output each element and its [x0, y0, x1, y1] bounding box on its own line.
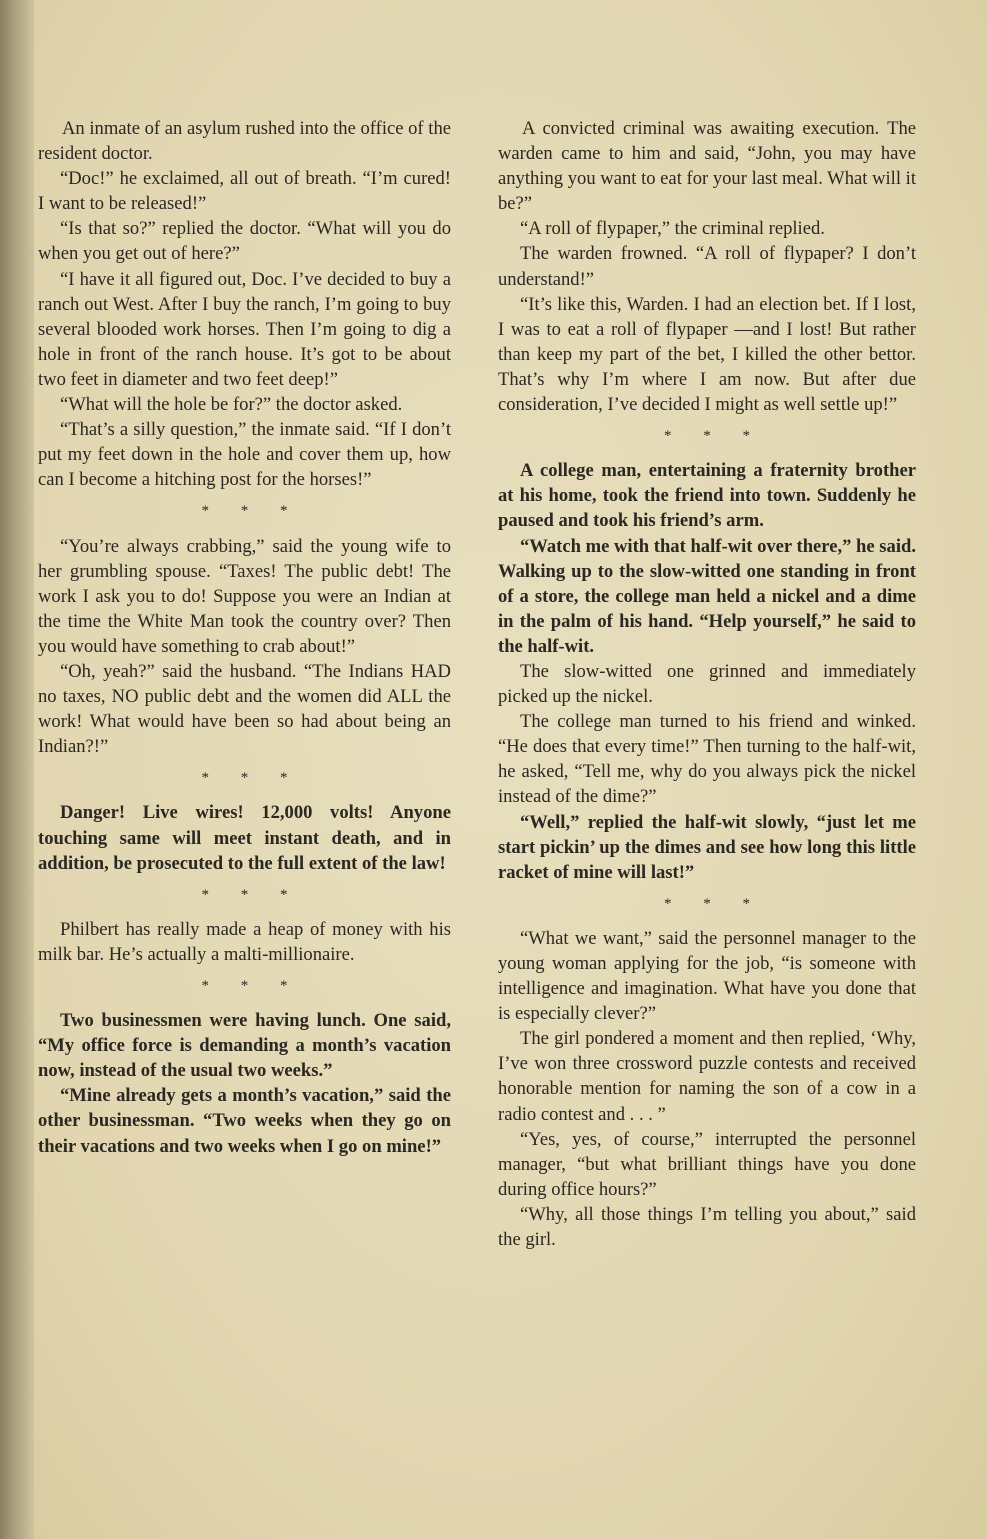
- joke-indian-taxes: [38, 534, 451, 760]
- paragraph: Two businessmen were having lunch. One said, “My office force is demanding a month’s vacation now, instead of the usual two weeks.”: [38, 1010, 451, 1082]
- joke-personnel-manager: [498, 926, 916, 1252]
- section-separator: * * *: [201, 978, 302, 994]
- joke-asylum-inmate: [38, 116, 451, 492]
- left-column: [38, 116, 451, 1159]
- paragraph: “I have it all figured out, Doc. I’ve decided to buy a ranch out West. After I buy the ranch, I’m going to buy several blooded work horses. Then I’m going to dig a hole in front of the ranch house. It’s got to be about two feet in diameter and two feet deep!”: [38, 268, 451, 390]
- joke-live-wires: [38, 800, 451, 875]
- paragraph: A college man, entertaining a fraternity brother at his home, took the friend into town. Suddenly he paused and took his friend’s arm.: [498, 460, 916, 532]
- paragraph: “What we want,” said the personnel manager to the young woman applying for the job, “is someone with intelligence and imagination. What have you done that is especially clever?”: [498, 927, 916, 1025]
- paragraph: “A roll of flypaper,” the criminal replied.: [520, 218, 825, 240]
- section-separator: * * *: [201, 886, 302, 903]
- paragraph: “Doc!” he exclaimed, all out of breath. “I’m cured! I want to be released!”: [38, 168, 451, 215]
- paragraph: “It’s like this, Warden. I had an election bet. If I lost, I was to eat a roll of flypaper —and I lost! But rather than keep my part of the bet, I killed the other bettor. That’s why I’m where I am now. But after due consideration, I’ve decided I might as well settle up!”: [498, 293, 916, 416]
- paragraph: “Oh, yeah?” said the husband. “The Indians HAD no taxes, NO public debt and the women did ALL the work! What would have been so had about being an Indian?!”: [38, 660, 451, 758]
- binding-gutter: [0, 0, 34, 1539]
- paragraph: The slow-witted one grinned and immediately picked up the nickel.: [498, 660, 916, 708]
- paragraph: “Well,” replied the half-wit slowly, “just let me start pickin’ up the dimes and see how long this little racket of mine will last!”: [498, 811, 916, 883]
- section-separator: * * *: [664, 895, 764, 912]
- paragraph: A convicted criminal was awaiting execution. The warden came to him and said, “John, you may have anything you want to eat for your last meal. What will it be?”: [498, 118, 916, 215]
- joke-nickel-dime: [498, 458, 916, 885]
- joke-businessmen: [38, 1008, 451, 1159]
- paragraph: “You’re always crabbing,” said the young wife to her grumbling spouse. “Taxes! The public debt! The work I ask you to do! Suppose you were an Indian at the time the White Man took the country over? Then you would have something to crab about!”: [38, 535, 451, 657]
- paragraph: An inmate of an asylum rushed into the office of the resident doctor.: [38, 118, 451, 165]
- joke-flypaper: [498, 116, 916, 417]
- paragraph: Danger! Live wires! 12,000 volts! Anyone touching same will meet instant death, and in addition, be prosecuted to the full extent of the law!: [38, 802, 451, 874]
- paragraph: “Yes, yes, of course,” interrupted the personnel manager, “but what brilliant things have you done during office hours?”: [498, 1128, 916, 1200]
- section-separator: * * *: [201, 770, 302, 787]
- section-separator: * * *: [201, 503, 302, 520]
- paragraph: The girl pondered a moment and then replied, ‘Why, I’ve won three crossword puzzle contests and received honorable mention for naming the son of a cow in a radio contest and . . . ”: [498, 1028, 916, 1125]
- paragraph: “Why, all those things I’m telling you about,” said the girl.: [498, 1203, 916, 1251]
- paragraph: The college man turned to his friend and winked. “He does that every time!” Then turning to the half-wit, he asked, “Tell me, why do you always pick the nickel instead of the dime?”: [498, 711, 916, 808]
- paragraph: The warden frowned. “A roll of flypaper? I don’t understand!”: [498, 243, 916, 290]
- paragraph: Philbert has really made a heap of money with his milk bar. He’s actually a malti-millionaire.: [38, 918, 451, 965]
- paragraph: “That’s a silly question,” the inmate said. “If I don’t put my feet down in the hole and cover them up, how can I become a hitching post for the horses!”: [38, 419, 451, 491]
- section-separator: * * *: [664, 428, 764, 445]
- paragraph: “Is that so?” replied the doctor. “What will you do when you get out of here?”: [38, 218, 451, 265]
- paragraph: “Watch me with that half-wit over there,” he said. Walking up to the slow-witted one standing in front of a store, the college man held a nickel and a dime in the palm of his hand. “Help yourself,” he said to the half-wit.: [498, 535, 916, 657]
- right-column: [498, 116, 916, 1252]
- joke-milk-bar: [38, 917, 451, 967]
- paragraph: “What will the hole be for?” the doctor asked.: [60, 394, 403, 416]
- paragraph: “Mine already gets a month’s vacation,” said the other businessman. “Two weeks when they go on their vacations and two weeks when I go on mine!”: [38, 1085, 451, 1157]
